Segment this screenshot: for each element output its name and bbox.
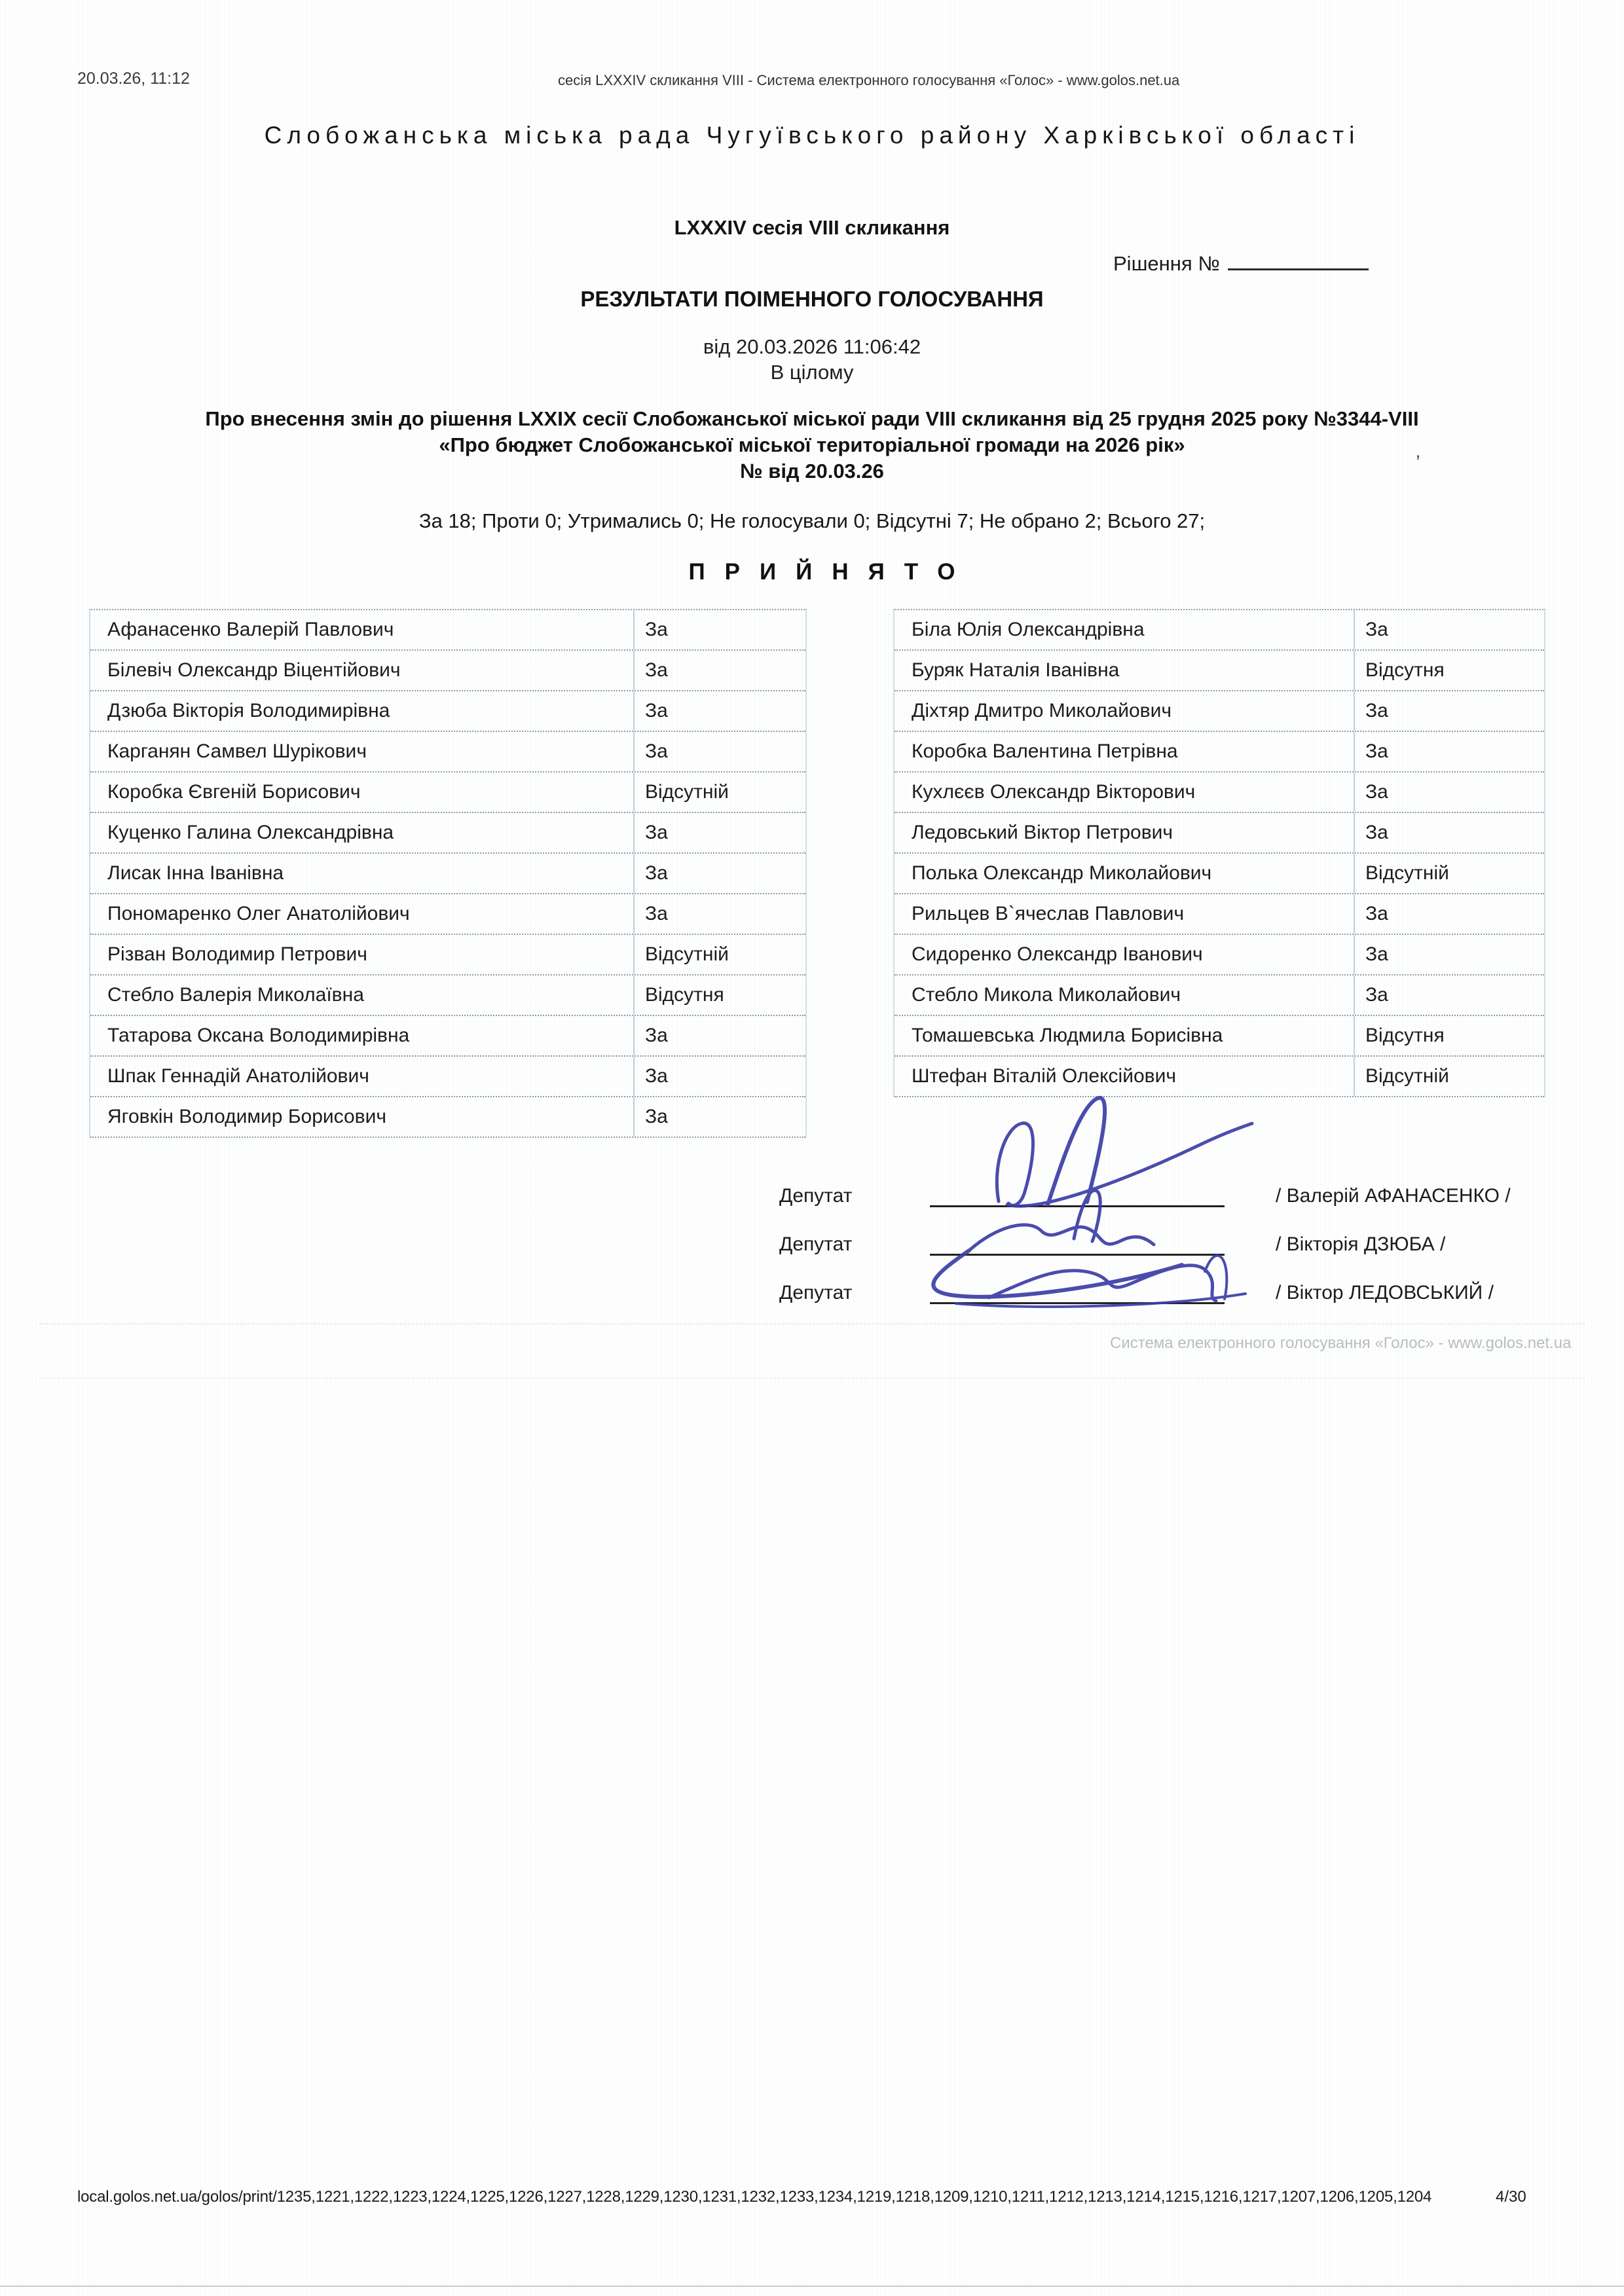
- vote-cell: За: [1354, 610, 1541, 649]
- deputy-name-cell: Стебло Валерія Миколаївна: [107, 984, 364, 1006]
- deputy-name-cell: Сидоренко Олександр Іванович: [912, 943, 1203, 965]
- deputy-name-cell: Татарова Оксана Володимирівна: [107, 1025, 410, 1046]
- print-header-datetime: 20.03.26, 11:12: [77, 69, 190, 88]
- deputy-name-cell: Стебло Микола Миколайович: [912, 984, 1181, 1006]
- deputy-label: Депутат: [779, 1233, 853, 1255]
- deputy-label: Депутат: [779, 1185, 853, 1207]
- deputy-name-cell: Лисак Інна Іванівна: [107, 862, 284, 884]
- deputy-signer-name: / Віктор ЛЕДОВСЬКИЙ /: [1276, 1282, 1494, 1303]
- vote-cell: Відсутня: [1354, 1016, 1541, 1055]
- deputy-name-cell: Дзюба Вікторія Володимирівна: [107, 700, 390, 721]
- vote-cell: Відсутній: [633, 773, 803, 812]
- vote-cell: За: [1354, 732, 1541, 771]
- table-row: [90, 894, 805, 935]
- vote-cell: За: [1354, 894, 1541, 934]
- table-row: [90, 1097, 805, 1138]
- vote-cell: Відсутній: [633, 935, 803, 974]
- vote-cell: Відсутній: [1354, 854, 1541, 893]
- deputy-name-cell: Рильцев В`ячеслав Павлович: [912, 903, 1185, 924]
- vote-cell: За: [1354, 975, 1541, 1015]
- deputy-name-cell: Афанасенко Валерій Павлович: [107, 619, 394, 640]
- decision-title-line3: № від 20.03.26: [740, 460, 884, 483]
- decision-number-label: Рішення №: [1113, 252, 1220, 275]
- deputy-signer-name: / Валерій АФАНАСЕНКО /: [1276, 1185, 1511, 1207]
- table-row: [895, 975, 1544, 1016]
- scan-artifact-mark: ’: [1416, 452, 1420, 473]
- table-row: [895, 813, 1544, 854]
- decision-number-line: [1113, 249, 1369, 276]
- table-row: [90, 935, 805, 975]
- vote-cell: Відсутня: [1354, 651, 1541, 690]
- deputy-name-cell: Коробка Євгеній Борисович: [107, 781, 361, 803]
- table-row: [895, 651, 1544, 691]
- vote-cell: За: [633, 1097, 803, 1137]
- deputy-name-cell: Шпак Геннадій Анатолійович: [107, 1065, 369, 1087]
- vote-cell: За: [1354, 773, 1541, 812]
- deputy-name-cell: Кухлєєв Олександр Вікторович: [912, 781, 1196, 803]
- decision-title: [0, 406, 1624, 484]
- table-row: [90, 651, 805, 691]
- table-row: [90, 854, 805, 894]
- deputy-name-cell: Томашевська Людмила Борисівна: [912, 1025, 1223, 1046]
- vote-cell: За: [633, 610, 803, 649]
- vote-cell: Відсутня: [633, 975, 803, 1015]
- table-row: [90, 1057, 805, 1097]
- council-title: Слобожанська міська рада Чугуївського району Харківської області: [264, 122, 1360, 149]
- vote-cell: За: [1354, 813, 1541, 852]
- vote-cell: За: [633, 894, 803, 934]
- scan-artifact-line: [39, 1323, 1585, 1324]
- vote-cell: За: [633, 1057, 803, 1096]
- deputy-name-cell: Куценко Галина Олександрівна: [107, 822, 394, 843]
- table-row: [895, 773, 1544, 813]
- vote-cell: За: [1354, 935, 1541, 974]
- vote-table-right: [893, 609, 1545, 1097]
- deputy-name-cell: Ледовський Віктор Петрович: [912, 822, 1173, 843]
- session-line: LXXXIV сесія VIII скликання: [674, 216, 950, 239]
- footer-page-number: 4/30: [1496, 2188, 1526, 2206]
- table-row: [895, 854, 1544, 894]
- vote-cell: За: [1354, 691, 1541, 731]
- footer-url: local.golos.net.ua/golos/print/1235,1221,1222,1223,1224,1225,1226,1227,1228,1229,1230,1231,1232,1233,1234,1219,1218,1209,1210,1211,1212,1213,1214,1215,1216,1217,1207,1206,1205,1204: [77, 2188, 1432, 2206]
- vote-cell: За: [633, 651, 803, 690]
- table-row: [895, 935, 1544, 975]
- system-watermark: Система електронного голосування «Голос» - www.golos.net.ua: [1110, 1334, 1572, 1352]
- vote-cell: Відсутній: [1354, 1057, 1541, 1096]
- table-row: [90, 691, 805, 732]
- table-row: [895, 691, 1544, 732]
- deputy-signer-name: / Вікторія ДЗЮБА /: [1276, 1233, 1446, 1255]
- decision-title-line1: Про внесення змін до рішення LXXIX сесії Слобожанської міської ради VIII скликання від 25 грудня 2025 року №3344-VIII: [205, 407, 1419, 430]
- deputy-name-cell: Діхтяр Дмитро Миколайович: [912, 700, 1172, 721]
- table-row: [90, 773, 805, 813]
- scan-edge-line: [0, 2286, 1624, 2287]
- vote-summary: За 18; Проти 0; Утримались 0; Не голосували 0; Відсутні 7; Не обрано 2; Всього 27;: [418, 509, 1206, 532]
- table-row: [895, 894, 1544, 935]
- scan-artifact-line: [39, 1377, 1585, 1379]
- vote-cell: За: [633, 691, 803, 731]
- table-row: [90, 732, 805, 773]
- table-row: [90, 610, 805, 651]
- deputy-name-cell: Білевіч Олександр Віцентійович: [107, 659, 401, 681]
- table-row: [895, 732, 1544, 773]
- deputy-name-cell: Яговкін Володимир Борисович: [107, 1106, 386, 1127]
- table-row: [90, 813, 805, 854]
- result-status: ПРИЙНЯТО: [688, 559, 975, 585]
- vote-cell: За: [633, 813, 803, 852]
- table-row: [90, 1016, 805, 1057]
- results-heading: РЕЗУЛЬТАТИ ПОІМЕННОГО ГОЛОСУВАННЯ: [580, 287, 1044, 311]
- deputy-name-cell: Пономаренко Олег Анатолійович: [107, 903, 410, 924]
- deputy-name-cell: Коробка Валентина Петрівна: [912, 740, 1178, 762]
- handwritten-signature-icon: [838, 1087, 1297, 1309]
- print-header-title: сесія LXXXIV скликання VIII - Система електронного голосування «Голос» - www.golos.net.ua: [558, 72, 1180, 88]
- deputy-name-cell: Біла Юлія Олександрівна: [912, 619, 1145, 640]
- vote-cell: За: [633, 732, 803, 771]
- vote-table-left: [89, 609, 807, 1138]
- table-row: [895, 1016, 1544, 1057]
- deputy-name-cell: Карганян Самвел Шурікович: [107, 740, 367, 762]
- vote-cell: За: [633, 854, 803, 893]
- table-row: [90, 975, 805, 1016]
- table-row: [895, 610, 1544, 651]
- decision-title-line2: «Про бюджет Слобожанської міської територіальної громади на 2026 рік»: [439, 433, 1185, 456]
- deputy-name-cell: Штефан Віталій Олексійович: [912, 1065, 1176, 1087]
- deputy-label: Депутат: [779, 1282, 853, 1303]
- vote-cell: За: [633, 1016, 803, 1055]
- decision-number-blank-line: [1228, 249, 1369, 270]
- vote-datetime: від 20.03.2026 11:06:42: [703, 335, 921, 358]
- deputy-name-cell: Полька Олександр Миколайович: [912, 862, 1212, 884]
- deputy-name-cell: Буряк Наталія Іванівна: [912, 659, 1120, 681]
- vote-scope: В цілому: [770, 361, 854, 384]
- deputy-name-cell: Різван Володимир Петрович: [107, 943, 367, 965]
